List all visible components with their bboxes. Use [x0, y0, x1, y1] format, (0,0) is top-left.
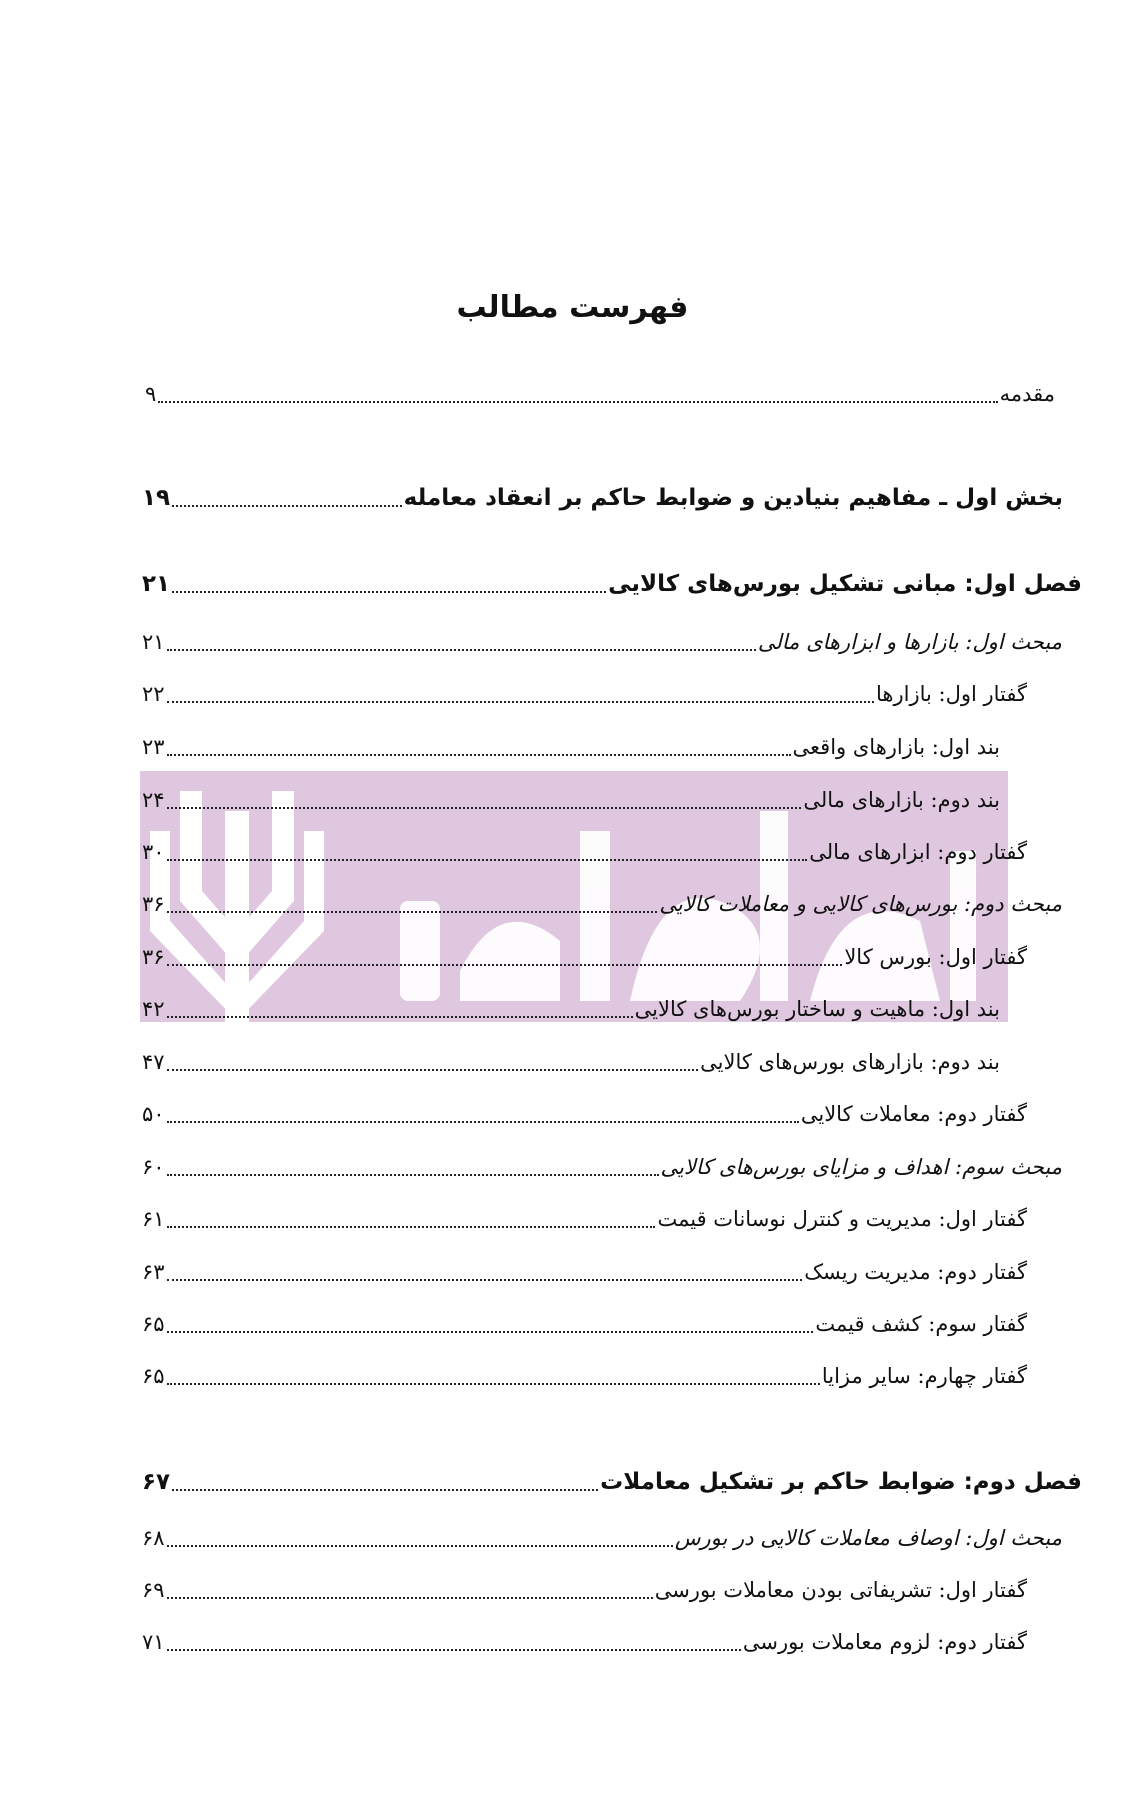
entry-title: فصل دوم: ضوابط حاکم بر تشکیل معاملات: [600, 1469, 1082, 1495]
page-number: ۶۵: [142, 1364, 165, 1388]
dot-leader: [167, 649, 756, 651]
entry-title: گفتار چهارم: سایر مزایا: [821, 1364, 1027, 1388]
dot-leader: [167, 1121, 799, 1123]
toc-entry[interactable]: [142, 832, 1027, 872]
page-number: ۶۱: [142, 1207, 165, 1231]
dot-leader: [172, 591, 606, 593]
page-number: ۶۵: [142, 1312, 165, 1336]
toc-entry[interactable]: [142, 1042, 1000, 1082]
page-number: ۲۲: [142, 682, 165, 706]
toc-entry[interactable]: [142, 989, 1000, 1029]
entry-title: بخش اول ـ مفاهیم بنیادین و ضوابط حاکم بر انعقاد معامله: [403, 485, 1063, 511]
toc-entry[interactable]: [142, 1622, 1027, 1662]
entry-title: گفتار اول: بازارها: [876, 682, 1027, 706]
toc-entry[interactable]: [142, 727, 1000, 767]
dot-leader: [167, 807, 802, 809]
toc-entry[interactable]: [142, 1094, 1027, 1134]
toc-entry[interactable]: [142, 1304, 1027, 1344]
page-number: ۴۷: [142, 1050, 165, 1074]
entry-title: بند اول: بازارهای واقعی: [792, 735, 1000, 759]
page-number: ۵۰: [142, 1102, 165, 1126]
entry-title: بند اول: ماهیت و ساختار بورس‌های کالایی: [634, 997, 1000, 1021]
dot-leader: [172, 505, 402, 507]
entry-title: گفتار سوم: کشف قیمت: [815, 1312, 1027, 1336]
entry-title: گفتار دوم: مدیریت ریسک: [804, 1260, 1027, 1284]
dot-leader: [167, 1174, 659, 1176]
dot-leader: [167, 859, 808, 861]
toc-entry[interactable]: [142, 1252, 1027, 1292]
entry-title: فصل اول: مبانی تشکیل بورس‌های کالایی: [608, 571, 1082, 597]
page-number: ۲۴: [142, 788, 165, 812]
entry-title: مبحث دوم: بورس‌های کالایی و معاملات کالایی: [659, 892, 1062, 916]
toc-chapter-heading[interactable]: [142, 1462, 1082, 1502]
page-number: ۶۰: [142, 1155, 165, 1179]
dot-leader: [167, 1016, 633, 1018]
entry-title: بند دوم: بازارهای بورس‌های کالایی: [700, 1050, 1000, 1074]
dot-leader: [167, 964, 843, 966]
entry-title: گفتار اول: مدیریت و کنترل نوسانات قیمت: [657, 1207, 1027, 1231]
entry-title: گفتار دوم: معاملات کالایی: [800, 1102, 1027, 1126]
entry-title: بند دوم: بازارهای مالی: [803, 788, 1000, 812]
toc-entry[interactable]: [142, 937, 1027, 977]
page-number: ۳۶: [142, 945, 165, 969]
entry-title: مبحث سوم: اهداف و مزایای بورس‌های کالایی: [660, 1155, 1062, 1179]
toc-entry[interactable]: [142, 1356, 1027, 1396]
entry-title: گفتار اول: تشریفاتی بودن معاملات بورسی: [654, 1578, 1027, 1602]
toc-entry[interactable]: [142, 674, 1027, 714]
toc-entry[interactable]: [142, 1570, 1027, 1610]
page-number: ۶۳: [142, 1260, 165, 1284]
page-number: ۶۸: [142, 1526, 165, 1550]
page-number: ۳۶: [142, 892, 165, 916]
dot-leader: [167, 1649, 741, 1651]
dot-leader: [167, 1545, 673, 1547]
entry-title: گفتار اول: بورس کالا: [844, 945, 1027, 969]
dot-leader: [167, 701, 874, 703]
dot-leader: [167, 911, 658, 913]
dot-leader: [167, 1069, 699, 1071]
page-number: ۳۰: [142, 840, 165, 864]
dot-leader: [172, 1489, 598, 1491]
entry-title: گفتار دوم: لزوم معاملات بورسی: [742, 1630, 1027, 1654]
toc-entry[interactable]: [142, 1147, 1062, 1187]
toc-entry[interactable]: [145, 374, 1055, 414]
toc-chapter-heading[interactable]: [142, 564, 1082, 604]
toc-part-heading[interactable]: [142, 478, 1063, 518]
dot-leader: [167, 1279, 803, 1281]
toc-entry[interactable]: [142, 780, 1000, 820]
entry-title: مبحث اول: بازارها و ابزارهای مالی: [757, 630, 1062, 654]
page-number: ۷۱: [142, 1630, 165, 1654]
toc-entry[interactable]: [142, 884, 1062, 924]
toc-entry[interactable]: [142, 1518, 1062, 1558]
entry-title: مبحث اول: اوصاف معاملات کالایی در بورس: [674, 1526, 1062, 1550]
entry-title: گفتار دوم: ابزارهای مالی: [809, 840, 1027, 864]
page-number: ۲۳: [142, 735, 165, 759]
dot-leader: [167, 754, 791, 756]
toc-entry[interactable]: [142, 1199, 1027, 1239]
page-number: ۶۹: [142, 1578, 165, 1602]
dot-leader: [167, 1383, 820, 1385]
page-number: ۶۷: [142, 1469, 171, 1495]
dot-leader: [158, 401, 997, 403]
page-number: ۲۱: [142, 571, 171, 597]
dot-leader: [167, 1331, 814, 1333]
entry-title: مقدمه: [999, 382, 1055, 406]
dot-leader: [167, 1226, 656, 1228]
page-number: ۴۲: [142, 997, 165, 1021]
page-number: ۹: [145, 382, 157, 406]
page-number: ۲۱: [142, 630, 165, 654]
dot-leader: [167, 1597, 653, 1599]
toc-entry[interactable]: [142, 622, 1062, 662]
page-number: ۱۹: [142, 485, 171, 511]
page-title: فهرست مطالب: [456, 290, 689, 325]
